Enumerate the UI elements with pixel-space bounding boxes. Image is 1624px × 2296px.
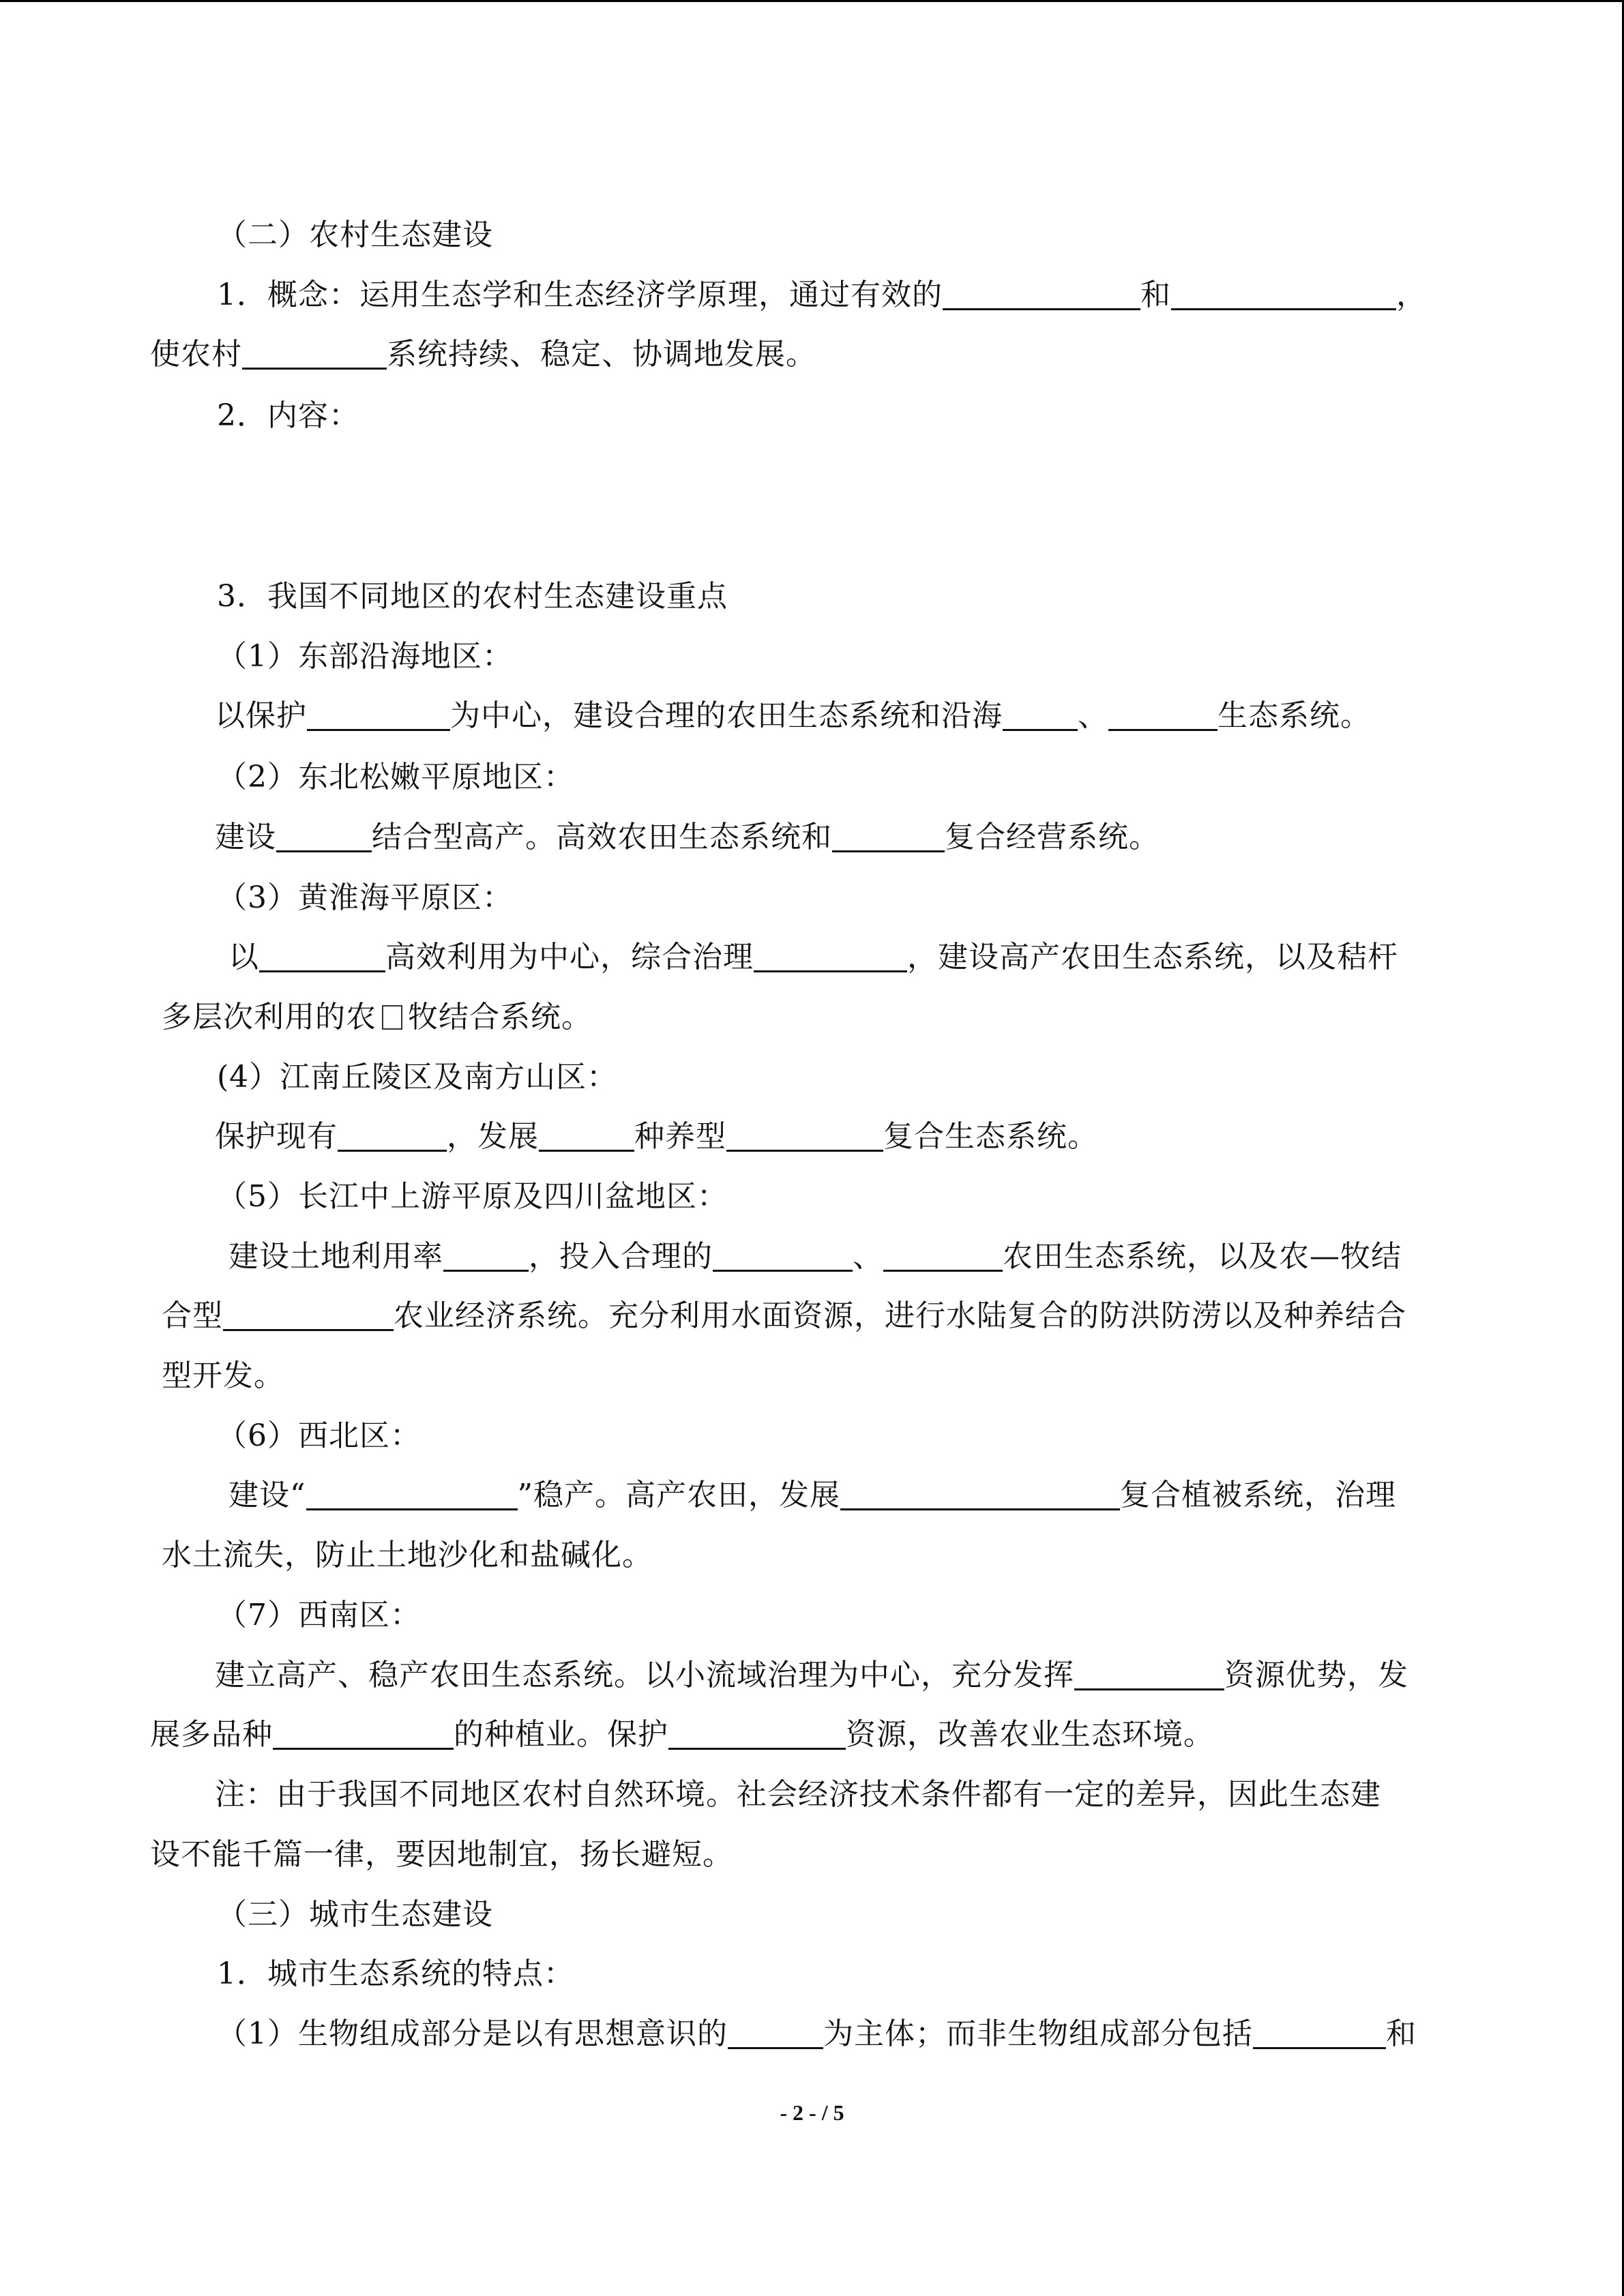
blank-field[interactable]: [338, 1117, 447, 1152]
blank-field[interactable]: [242, 335, 387, 370]
region-7-text-2: 展多品种 的种植业。保护 资源，改善农业生态环境。: [150, 1714, 1214, 1755]
region-5-text-2: 合型 农业经济系统。充分利用水面资源，进行水陆复合的防洪防涝以及种养结合: [162, 1296, 1406, 1337]
region-1-text: 以保护 为中心，建设合理的农田生态系统和沿海 、 生态系统。: [215, 696, 1371, 736]
blank-field[interactable]: [1003, 696, 1078, 731]
region-3-text-1: 以 高效利用为中心，综合治理 ，建设高产农田生态系统，以及秸杆: [228, 937, 1398, 978]
blank-field[interactable]: [943, 275, 1140, 310]
concept-line-1: 1．概念：运用生态学和生态经济学原理，通过有效的 和 ，: [217, 275, 1427, 316]
blank-field[interactable]: [713, 1237, 853, 1272]
urban-features-title: 1．城市生态系统的特点：: [217, 1956, 574, 1991]
region-4-title: (4）江南丘陵区及南方山区：: [217, 1060, 618, 1094]
blank-field[interactable]: [276, 818, 372, 852]
blank-field[interactable]: [1253, 2014, 1386, 2049]
region-1-title: （1）东部沿海地区：: [217, 639, 513, 674]
region-3-title: （3）黄淮海平原区：: [217, 880, 513, 915]
note-line-1: 注：由于我国不同地区农村自然环境。社会经济技术条件都有一定的差异，因此生态建: [215, 1777, 1381, 1812]
page-top-border: [0, 0, 1624, 2]
region-6-title: （6）西北区：: [217, 1418, 421, 1453]
blank-field[interactable]: [883, 1237, 1003, 1272]
blank-field[interactable]: [306, 1476, 518, 1510]
blank-field[interactable]: [840, 1476, 1120, 1510]
region-2-title: （2）东北松嫩平原地区：: [217, 760, 574, 794]
blank-field[interactable]: [223, 1296, 394, 1331]
blank-field[interactable]: [443, 1237, 529, 1272]
blank-field[interactable]: [754, 938, 907, 972]
urban-feature-1: （1）生物组成部分是以有思想意识的 为主体；而非生物组成部分包括 和: [217, 2014, 1417, 2055]
section-heading-rural: （二）农村生态建设: [217, 218, 493, 252]
blank-field[interactable]: [1108, 696, 1217, 731]
blank-field[interactable]: [259, 938, 385, 972]
blank-field[interactable]: [668, 1715, 846, 1750]
regions-title: 3．我国不同地区的农村生态建设重点: [217, 579, 728, 614]
section-heading-urban: （三）城市生态建设: [217, 1897, 493, 1932]
region-5-title: （5）长江中上游平原及四川盆地区：: [217, 1179, 728, 1214]
region-4-text: 保护现有 ，发展 种养型 复合生态系统。: [215, 1116, 1098, 1157]
blank-field[interactable]: [1171, 275, 1396, 310]
page-number: - 2 - / 5: [780, 2100, 844, 2125]
blank-field[interactable]: [273, 1715, 454, 1750]
region-5-text-3: 型开发。: [162, 1358, 284, 1393]
note-line-2: 设不能千篇一律，要因地制宜，扬长避短。: [150, 1837, 733, 1872]
blank-field[interactable]: [1074, 1656, 1224, 1690]
blank-field[interactable]: [728, 2014, 823, 2049]
concept-line-2: 使农村 系统持续、稳定、协调地发展。: [150, 334, 816, 375]
region-6-text-2: 水土流失，防止土地沙化和盐碱化。: [162, 1538, 653, 1572]
blank-field[interactable]: [832, 818, 945, 852]
blank-field[interactable]: [539, 1117, 634, 1152]
region-5-text-1: 建设土地利用率 ，投入合理的 、 农田生态系统，以及农—牧结: [228, 1236, 1402, 1277]
region-6-text-1: 建设“ ”稳产。高产农田，发展 复合植被系统，治理: [228, 1475, 1396, 1516]
region-3-text-2: 多层次利用的农 牧结合系统。: [162, 1000, 592, 1034]
content-label: 2．内容：: [217, 398, 359, 433]
region-7-title: （7）西南区：: [217, 1598, 421, 1632]
region-2-text: 建设 结合型高产。高效农田生态系统和 复合经营系统。: [215, 817, 1160, 858]
blank-field[interactable]: [307, 696, 450, 731]
missing-glyph-box: [382, 1005, 402, 1030]
blank-field[interactable]: [726, 1117, 883, 1152]
region-7-text-1: 建立高产、稳产农田生态系统。以小流域治理为中心，充分发挥 资源优势，发: [215, 1655, 1408, 1696]
